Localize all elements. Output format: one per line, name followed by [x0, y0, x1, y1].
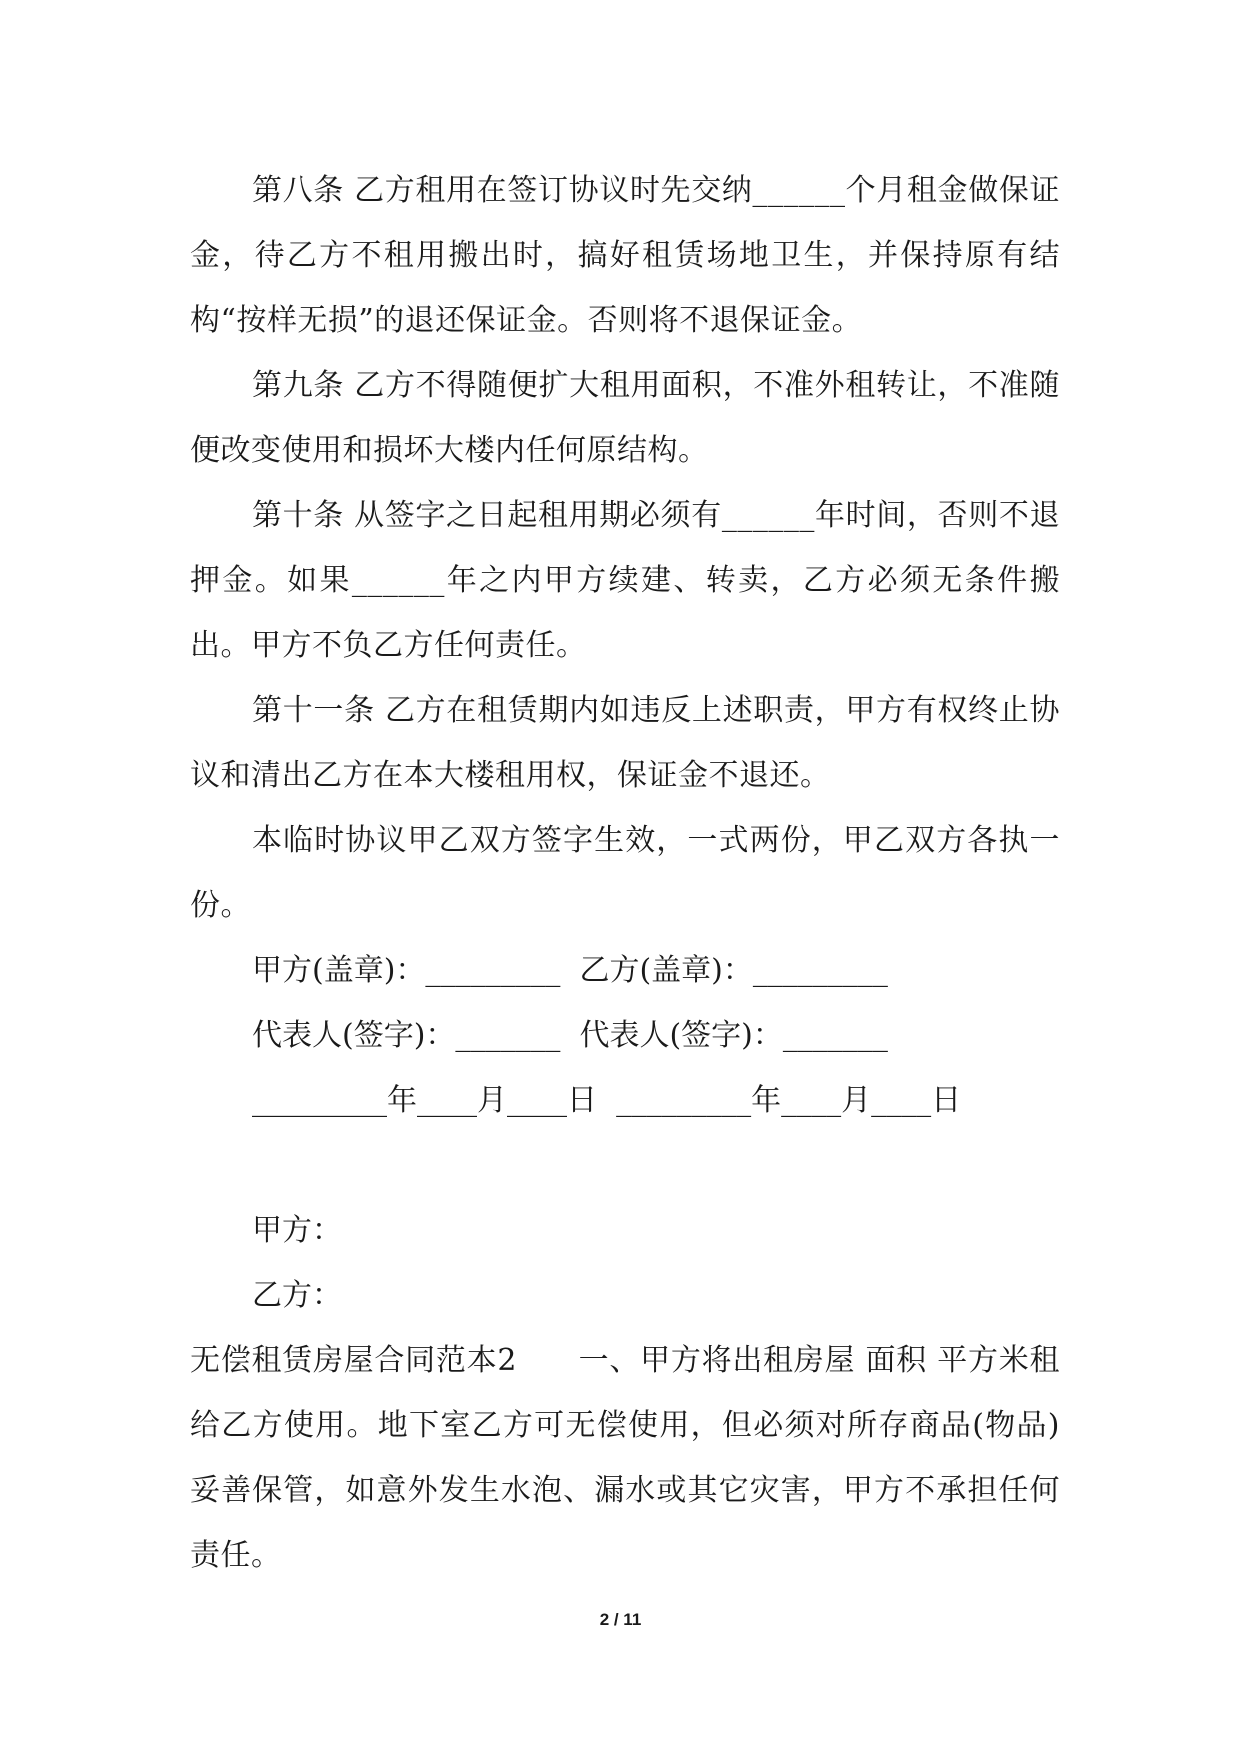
date-line: _________年____月____日 _________年____月____日	[252, 1083, 962, 1118]
contract-template-2: 无偿租赁房屋合同范本2 一、甲方将出租房屋 面积 平方米租给乙方使用。地下室乙方可无偿使用，但必须对所存商品(物品)妥善保管，如意外发生水泡、漏水或其它灾害，甲方不承担任何责任。	[190, 1343, 1060, 1573]
clause-8: 第八条 乙方租用在签订协议时先交纳______个月租金做保证金，待乙方不租用搬出时，搞好租赁场地卫生，并保持原有结构“按样无损”的退还保证金。否则将不退保证金。	[190, 173, 1060, 338]
page-number: 2 / 11	[599, 1610, 642, 1629]
clause-11: 第十一条 乙方在租赁期内如违反上述职责，甲方有权终止协议和清出乙方在本大楼租用权，保证金不退还。	[190, 693, 1060, 793]
representative-line: 代表人(签字)：_______ 代表人(签字)：_______	[252, 1018, 888, 1053]
spacer	[190, 1133, 1060, 1198]
clause-9: 第九条 乙方不得随便扩大租用面积，不准外租转让，不准随便改变使用和损坏大楼内任何原结构。	[190, 368, 1060, 468]
party-b-label: 乙方：	[252, 1278, 342, 1313]
document-body	[190, 158, 1060, 1588]
clause-10: 第十条 从签字之日起租用期必须有______年时间，否则不退押金。如果______年之内甲方续建、转卖，乙方必须无条件搬出。甲方不负乙方任何责任。	[190, 498, 1060, 663]
party-a-label: 甲方：	[252, 1213, 342, 1248]
seal-line: 甲方(盖章)：_________ 乙方(盖章)：_________	[252, 953, 888, 988]
effectiveness-clause: 本临时协议甲乙双方签字生效，一式两份，甲乙双方各执一份。	[190, 823, 1060, 923]
